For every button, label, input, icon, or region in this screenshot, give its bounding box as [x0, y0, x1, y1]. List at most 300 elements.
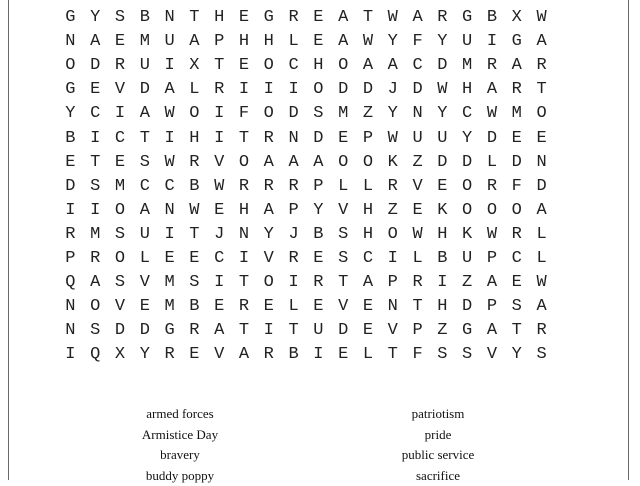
grid-letter: S [108, 6, 133, 30]
word-list-left [110, 404, 250, 486]
grid-letter: I [232, 78, 257, 102]
grid-letter: Y [430, 102, 455, 126]
grid-letter: Y [306, 199, 331, 223]
grid-letter: S [504, 295, 529, 319]
grid-letter: R [480, 175, 505, 199]
grid-letter: R [281, 6, 306, 30]
word-list-item: sacrifice [368, 466, 508, 486]
grid-letter: W [157, 151, 182, 175]
grid-letter: Q [83, 343, 108, 367]
grid-letter: H [256, 30, 281, 54]
grid-letter: D [504, 151, 529, 175]
grid-letter: L [182, 78, 207, 102]
grid-letter: R [256, 343, 281, 367]
grid-letter: C [83, 102, 108, 126]
grid-letter: A [83, 30, 108, 54]
grid-letter: O [232, 151, 257, 175]
grid-letter: N [380, 295, 405, 319]
grid-letter: Y [504, 343, 529, 367]
grid-letter: E [504, 271, 529, 295]
grid-row [58, 295, 580, 319]
grid-letter: T [182, 6, 207, 30]
grid-row [58, 271, 580, 295]
grid-letter: E [182, 247, 207, 271]
grid-letter: R [380, 175, 405, 199]
grid-letter: V [207, 343, 232, 367]
grid-letter: D [405, 78, 430, 102]
grid-letter: V [132, 271, 157, 295]
grid-letter: B [430, 247, 455, 271]
grid-row [58, 343, 580, 367]
grid-letter: L [529, 223, 554, 247]
grid-letter: I [83, 127, 108, 151]
grid-letter: L [281, 295, 306, 319]
grid-letter: E [83, 78, 108, 102]
grid-letter: E [504, 127, 529, 151]
grid-letter: I [380, 247, 405, 271]
grid-letter: I [108, 102, 133, 126]
grid-letter: I [157, 223, 182, 247]
grid-letter: E [232, 54, 257, 78]
grid-letter: E [108, 151, 133, 175]
grid-letter: O [306, 78, 331, 102]
grid-letter: D [132, 78, 157, 102]
grid-letter: U [430, 127, 455, 151]
grid-letter: O [480, 199, 505, 223]
grid-letter: S [331, 247, 356, 271]
grid-letter: F [232, 102, 257, 126]
grid-letter: D [455, 295, 480, 319]
grid-row [58, 102, 580, 126]
grid-letter: Z [356, 102, 381, 126]
grid-letter: O [356, 151, 381, 175]
grid-letter: C [455, 102, 480, 126]
grid-letter: N [58, 30, 83, 54]
grid-letter: T [182, 223, 207, 247]
grid-letter: W [356, 30, 381, 54]
grid-letter: H [232, 199, 257, 223]
grid-letter: E [132, 295, 157, 319]
grid-letter: P [58, 247, 83, 271]
grid-letter: T [232, 127, 257, 151]
letter-grid [58, 6, 580, 368]
grid-letter: W [380, 6, 405, 30]
grid-letter: B [306, 223, 331, 247]
grid-letter: I [306, 343, 331, 367]
grid-letter: R [232, 295, 257, 319]
grid-letter: H [232, 30, 257, 54]
grid-letter: X [182, 54, 207, 78]
grid-letter: G [58, 78, 83, 102]
grid-letter: I [480, 30, 505, 54]
grid-letter: B [132, 6, 157, 30]
grid-letter: V [108, 295, 133, 319]
grid-letter: R [430, 6, 455, 30]
grid-letter: I [58, 343, 83, 367]
grid-letter: L [132, 247, 157, 271]
grid-letter: E [331, 343, 356, 367]
grid-letter: C [108, 127, 133, 151]
grid-letter: A [529, 295, 554, 319]
grid-letter: W [480, 102, 505, 126]
grid-letter: X [504, 6, 529, 30]
grid-letter: L [529, 247, 554, 271]
grid-letter: F [405, 343, 430, 367]
grid-letter: M [331, 102, 356, 126]
grid-letter: L [331, 175, 356, 199]
grid-letter: V [480, 343, 505, 367]
grid-letter: A [356, 54, 381, 78]
grid-letter: M [108, 175, 133, 199]
grid-letter: D [306, 127, 331, 151]
grid-letter: V [331, 199, 356, 223]
grid-letter: G [256, 6, 281, 30]
grid-letter: D [83, 54, 108, 78]
grid-letter: S [83, 319, 108, 343]
word-list-right [368, 404, 508, 486]
grid-letter: E [306, 30, 331, 54]
grid-letter: A [331, 6, 356, 30]
grid-letter: R [281, 175, 306, 199]
grid-letter: Y [455, 127, 480, 151]
grid-letter: T [232, 319, 257, 343]
grid-letter: I [281, 271, 306, 295]
grid-letter: O [455, 199, 480, 223]
grid-letter: J [281, 223, 306, 247]
grid-letter: A [232, 343, 257, 367]
grid-letter: E [306, 6, 331, 30]
grid-letter: E [405, 199, 430, 223]
grid-letter: O [504, 199, 529, 223]
grid-letter: H [356, 223, 381, 247]
grid-letter: F [405, 30, 430, 54]
grid-letter: O [256, 54, 281, 78]
grid-letter: H [182, 127, 207, 151]
grid-letter: L [356, 343, 381, 367]
grid-letter: T [356, 6, 381, 30]
grid-letter: E [306, 295, 331, 319]
grid-letter: P [480, 247, 505, 271]
grid-letter: D [529, 175, 554, 199]
grid-letter: H [356, 199, 381, 223]
grid-letter: A [331, 30, 356, 54]
grid-letter: C [132, 175, 157, 199]
grid-letter: P [356, 127, 381, 151]
grid-letter: T [504, 319, 529, 343]
grid-letter: X [108, 343, 133, 367]
grid-letter: E [256, 295, 281, 319]
grid-letter: A [132, 102, 157, 126]
grid-letter: D [356, 78, 381, 102]
grid-letter: B [182, 175, 207, 199]
grid-letter: P [207, 30, 232, 54]
grid-letter: L [281, 30, 306, 54]
grid-letter: A [529, 199, 554, 223]
grid-letter: I [207, 102, 232, 126]
grid-row [58, 319, 580, 343]
grid-letter: F [504, 175, 529, 199]
grid-letter: E [331, 127, 356, 151]
grid-letter: M [132, 30, 157, 54]
grid-row [58, 247, 580, 271]
grid-letter: N [405, 102, 430, 126]
grid-letter: O [182, 102, 207, 126]
grid-letter: I [207, 271, 232, 295]
grid-letter: I [256, 78, 281, 102]
grid-letter: A [306, 151, 331, 175]
grid-letter: W [405, 223, 430, 247]
grid-letter: W [207, 175, 232, 199]
grid-letter: W [380, 127, 405, 151]
grid-letter: G [58, 6, 83, 30]
grid-letter: A [157, 78, 182, 102]
grid-letter: T [232, 271, 257, 295]
grid-letter: A [207, 319, 232, 343]
grid-letter: U [132, 223, 157, 247]
grid-letter: Y [58, 102, 83, 126]
grid-letter: W [480, 223, 505, 247]
grid-letter: V [405, 175, 430, 199]
grid-letter: B [58, 127, 83, 151]
grid-letter: Y [132, 343, 157, 367]
grid-letter: E [356, 295, 381, 319]
grid-letter: T [207, 54, 232, 78]
grid-letter: M [157, 295, 182, 319]
grid-letter: J [380, 78, 405, 102]
grid-letter: O [256, 102, 281, 126]
grid-letter: G [504, 30, 529, 54]
grid-letter: P [380, 271, 405, 295]
grid-letter: U [306, 319, 331, 343]
grid-letter: A [405, 6, 430, 30]
grid-letter: L [405, 247, 430, 271]
grid-letter: V [380, 319, 405, 343]
grid-letter: Y [380, 102, 405, 126]
grid-letter: N [529, 151, 554, 175]
grid-row [58, 151, 580, 175]
grid-letter: M [83, 223, 108, 247]
grid-letter: U [455, 30, 480, 54]
grid-letter: D [281, 102, 306, 126]
grid-letter: V [108, 78, 133, 102]
grid-letter: Y [256, 223, 281, 247]
grid-letter: O [58, 54, 83, 78]
grid-letter: O [108, 247, 133, 271]
grid-letter: T [529, 78, 554, 102]
word-list-item: public service [368, 445, 508, 466]
grid-letter: R [306, 271, 331, 295]
grid-letter: H [306, 54, 331, 78]
grid-letter: E [306, 247, 331, 271]
grid-letter: T [380, 343, 405, 367]
grid-letter: M [157, 271, 182, 295]
grid-letter: Y [83, 6, 108, 30]
grid-letter: E [207, 199, 232, 223]
grid-letter: R [182, 151, 207, 175]
grid-letter: R [480, 54, 505, 78]
grid-letter: I [256, 319, 281, 343]
grid-letter: M [455, 54, 480, 78]
grid-letter: O [331, 151, 356, 175]
grid-letter: O [455, 175, 480, 199]
grid-letter: R [58, 223, 83, 247]
grid-letter: U [157, 30, 182, 54]
grid-letter: A [256, 151, 281, 175]
grid-letter: D [331, 319, 356, 343]
grid-letter: R [207, 78, 232, 102]
word-list-item: patriotism [368, 404, 508, 425]
grid-letter: A [83, 271, 108, 295]
grid-letter: H [455, 78, 480, 102]
grid-letter: I [58, 199, 83, 223]
grid-letter: A [480, 319, 505, 343]
grid-letter: T [83, 151, 108, 175]
grid-letter: O [380, 223, 405, 247]
grid-letter: N [281, 127, 306, 151]
grid-letter: B [480, 6, 505, 30]
grid-row [58, 78, 580, 102]
grid-letter: E [182, 343, 207, 367]
grid-letter: O [83, 295, 108, 319]
grid-letter: P [306, 175, 331, 199]
grid-letter: D [58, 175, 83, 199]
grid-letter: R [256, 175, 281, 199]
grid-letter: O [108, 199, 133, 223]
grid-letter: G [455, 319, 480, 343]
grid-letter: A [182, 30, 207, 54]
grid-letter: B [281, 343, 306, 367]
grid-letter: E [232, 6, 257, 30]
grid-letter: U [132, 54, 157, 78]
grid-letter: R [256, 127, 281, 151]
grid-letter: V [331, 295, 356, 319]
grid-letter: P [480, 295, 505, 319]
grid-letter: N [58, 295, 83, 319]
grid-letter: R [529, 54, 554, 78]
grid-letter: C [405, 54, 430, 78]
word-list-item: armed forces [110, 404, 250, 425]
grid-letter: N [232, 223, 257, 247]
grid-letter: Y [430, 30, 455, 54]
grid-row [58, 54, 580, 78]
grid-letter: H [430, 223, 455, 247]
grid-letter: Z [430, 319, 455, 343]
grid-letter: E [356, 319, 381, 343]
word-list-item: buddy poppy [110, 466, 250, 486]
grid-letter: H [430, 295, 455, 319]
grid-letter: A [480, 78, 505, 102]
page-border-right [628, 0, 629, 480]
grid-letter: W [430, 78, 455, 102]
grid-letter: N [58, 319, 83, 343]
grid-letter: N [157, 199, 182, 223]
grid-letter: R [157, 343, 182, 367]
grid-letter: U [405, 127, 430, 151]
grid-row [58, 199, 580, 223]
grid-letter: T [132, 127, 157, 151]
grid-letter: V [207, 151, 232, 175]
grid-letter: C [356, 247, 381, 271]
grid-letter: W [529, 271, 554, 295]
grid-letter: A [380, 54, 405, 78]
grid-letter: V [256, 247, 281, 271]
grid-letter: A [529, 30, 554, 54]
grid-row [58, 126, 580, 150]
grid-row [58, 30, 580, 54]
grid-row [58, 175, 580, 199]
word-list-item: pride [368, 425, 508, 446]
grid-letter: C [281, 54, 306, 78]
grid-letter: I [232, 247, 257, 271]
grid-letter: D [455, 151, 480, 175]
grid-letter: S [529, 343, 554, 367]
grid-letter: A [132, 199, 157, 223]
grid-letter: W [182, 199, 207, 223]
grid-letter: Z [380, 199, 405, 223]
grid-letter: A [504, 54, 529, 78]
grid-letter: H [207, 6, 232, 30]
grid-letter: S [108, 223, 133, 247]
grid-letter: T [405, 295, 430, 319]
grid-letter: D [430, 54, 455, 78]
grid-letter: R [232, 175, 257, 199]
grid-letter: S [182, 271, 207, 295]
grid-letter: O [331, 54, 356, 78]
grid-letter: Y [380, 30, 405, 54]
grid-letter: E [207, 295, 232, 319]
grid-letter: C [157, 175, 182, 199]
grid-letter: I [157, 54, 182, 78]
grid-letter: R [108, 54, 133, 78]
grid-letter: D [108, 319, 133, 343]
grid-letter: P [281, 199, 306, 223]
grid-letter: S [132, 151, 157, 175]
page-border-left [8, 0, 9, 480]
grid-letter: T [331, 271, 356, 295]
grid-letter: K [380, 151, 405, 175]
grid-letter: E [108, 30, 133, 54]
grid-letter: E [430, 175, 455, 199]
grid-letter: L [356, 175, 381, 199]
grid-letter: D [132, 319, 157, 343]
grid-letter: J [207, 223, 232, 247]
grid-letter: D [430, 151, 455, 175]
grid-letter: S [108, 271, 133, 295]
grid-letter: A [256, 199, 281, 223]
grid-letter: I [281, 78, 306, 102]
grid-letter: B [182, 295, 207, 319]
grid-letter: M [504, 102, 529, 126]
grid-letter: I [83, 199, 108, 223]
grid-letter: L [480, 151, 505, 175]
grid-letter: Q [58, 271, 83, 295]
grid-letter: N [157, 6, 182, 30]
grid-letter: T [281, 319, 306, 343]
grid-letter: E [529, 127, 554, 151]
grid-letter: U [455, 247, 480, 271]
grid-letter: R [529, 319, 554, 343]
grid-letter: G [157, 319, 182, 343]
grid-letter: D [331, 78, 356, 102]
grid-letter: K [455, 223, 480, 247]
word-list-item: Armistice Day [110, 425, 250, 446]
grid-letter: W [157, 102, 182, 126]
grid-letter: P [405, 319, 430, 343]
grid-letter: R [281, 247, 306, 271]
grid-letter: K [430, 199, 455, 223]
word-list-item: bravery [110, 445, 250, 466]
grid-letter: S [83, 175, 108, 199]
